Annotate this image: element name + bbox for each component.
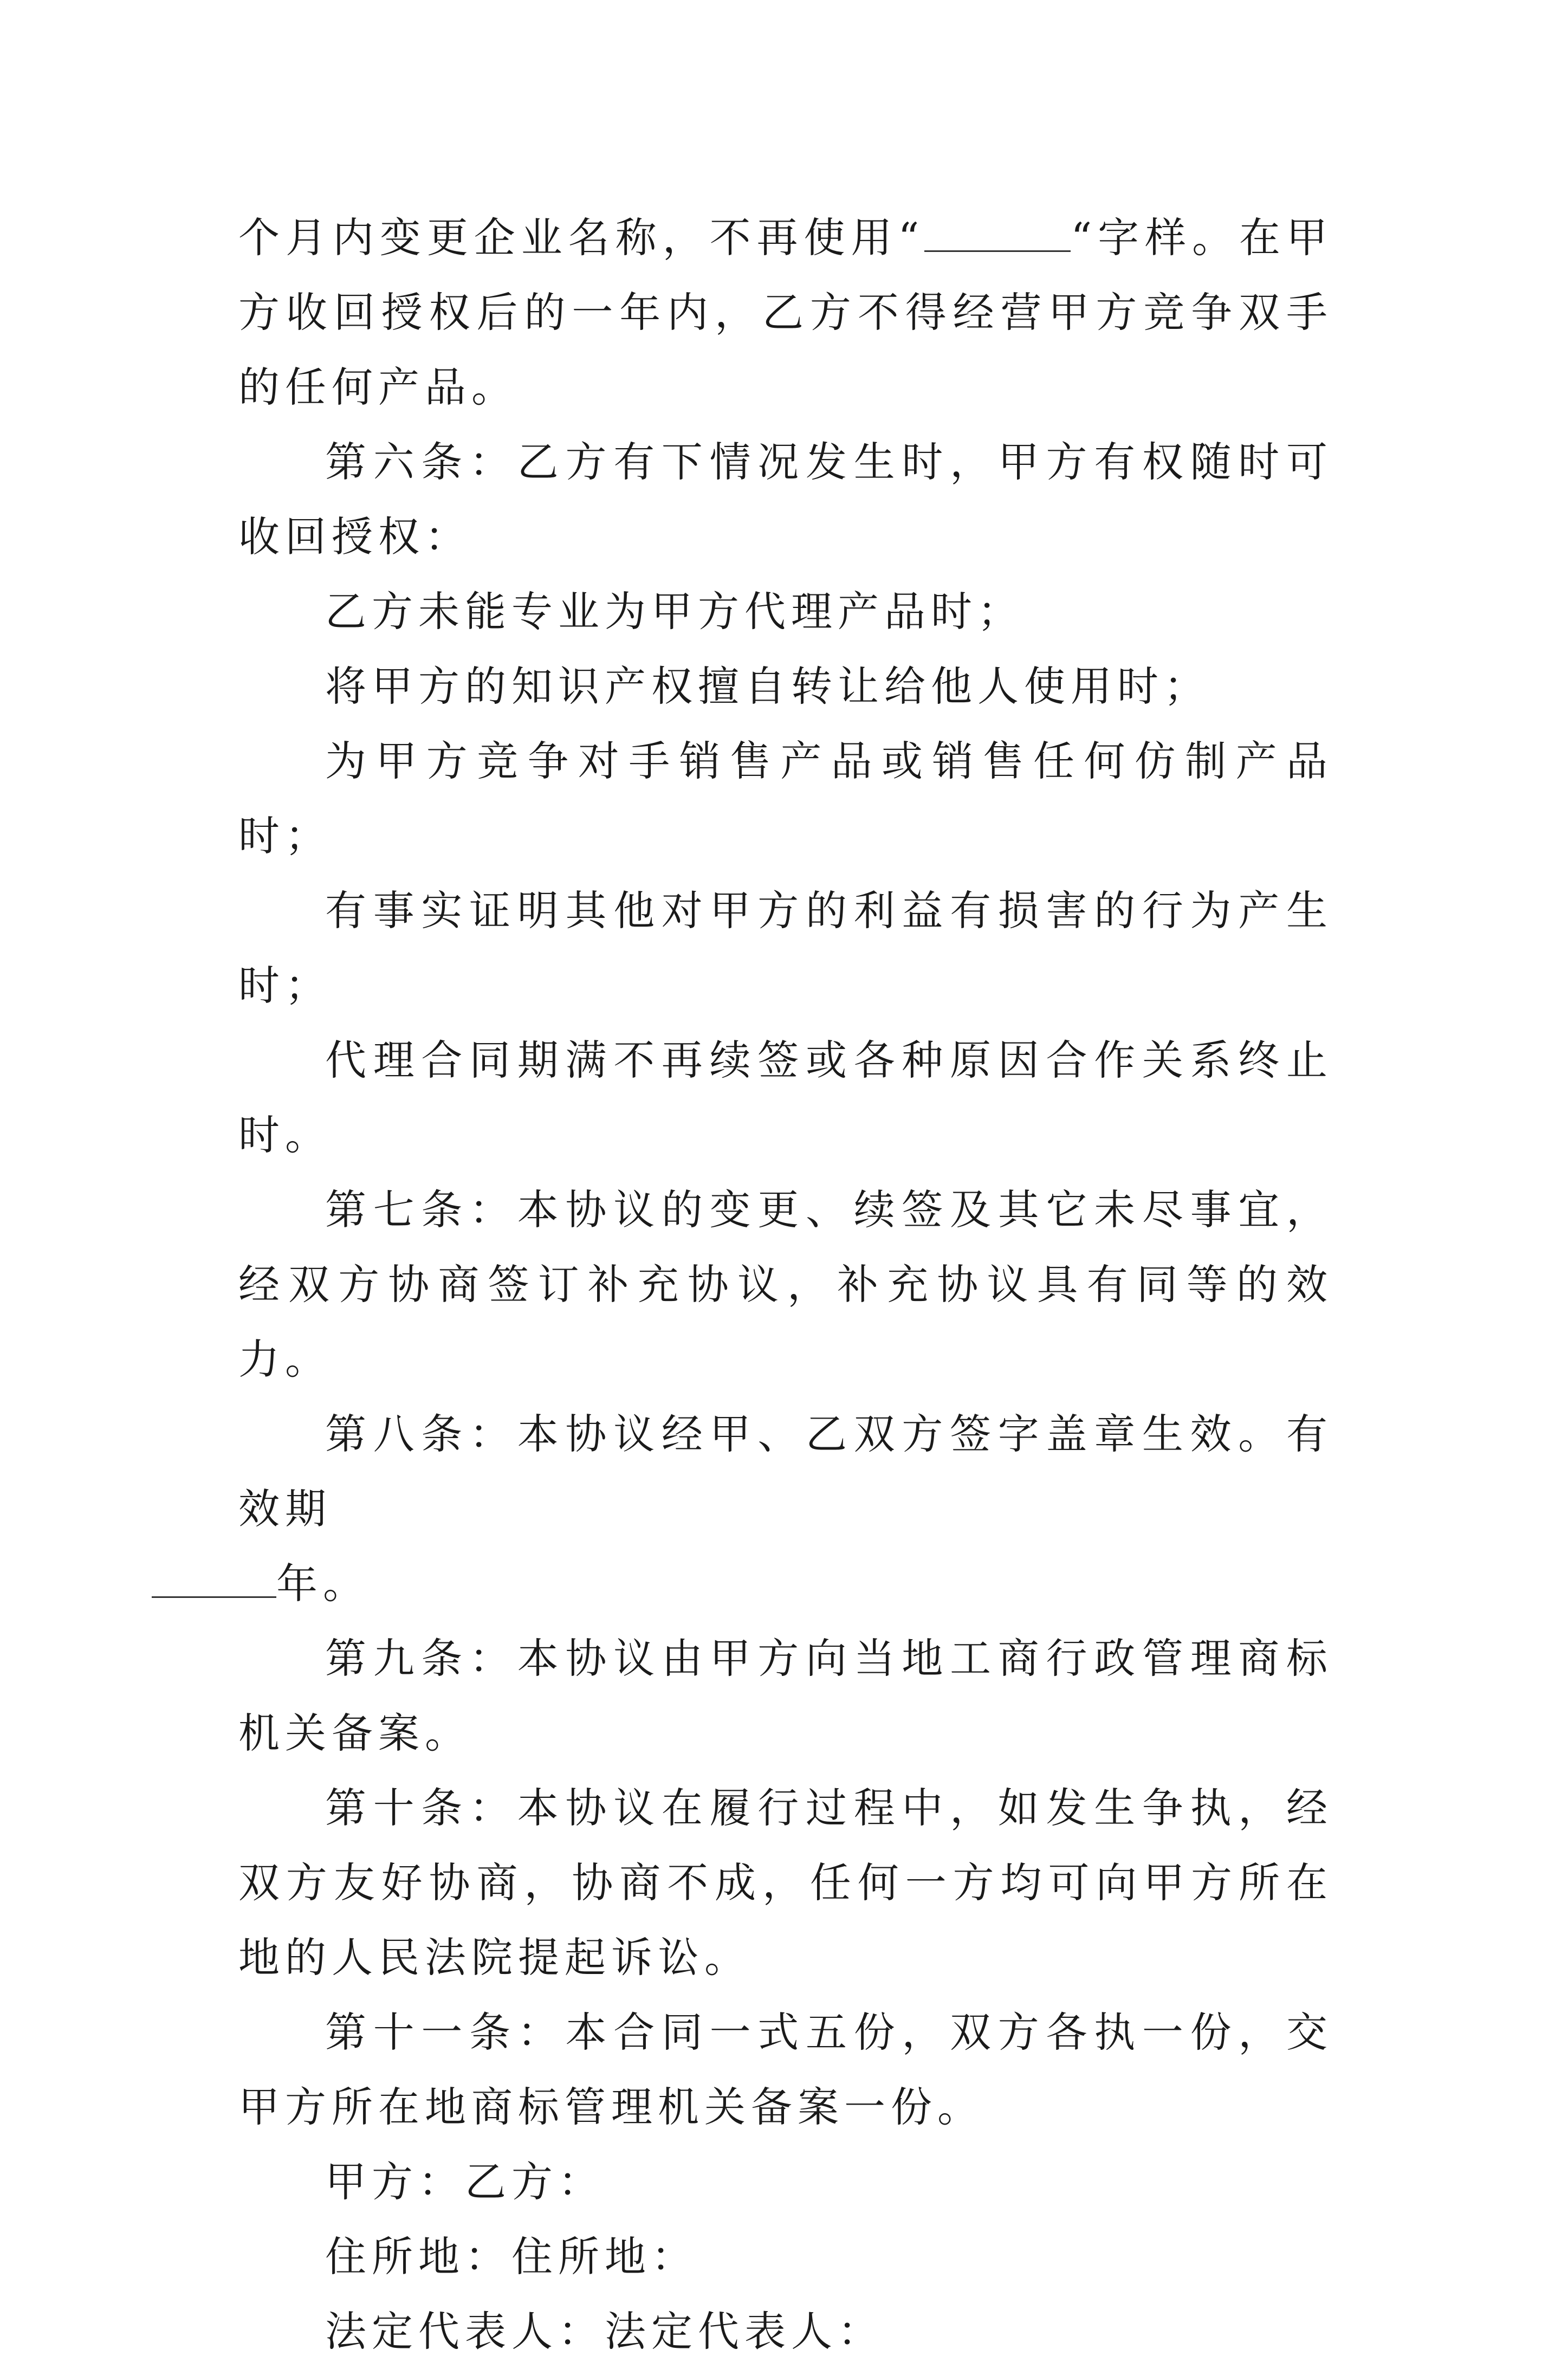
paragraph-text: 个月内变更企业名称，不再使用“ bbox=[238, 213, 925, 262]
article-seven: 第七条：本协议的变更、续签及其它未尽事宜，经双方协商签订补充协议，补充协议具有同等的效力。 bbox=[238, 1186, 1333, 1383]
article-nine: 第九条：本协议由甲方向当地工商行政管理商标机关备案。 bbox=[238, 1634, 1333, 1757]
signature-address: 住所地：住所地： bbox=[325, 2232, 698, 2281]
clause-item: 乙方未能专业为甲方代理产品时； bbox=[325, 587, 1024, 636]
clause-item: 为甲方竞争对手销售产品或销售任何仿制产品时； bbox=[238, 737, 1333, 860]
blank-field bbox=[924, 218, 1071, 252]
signature-representative: 法定代表人：法定代表人： bbox=[325, 2307, 884, 2355]
paragraph-name-change bbox=[238, 200, 1333, 425]
clause-item: 将甲方的知识产权擅自转让给他人使用时； bbox=[325, 662, 1210, 710]
article-ten: 第十条：本协议在履行过程中，如发生争执，经双方友好协商，协商不成，任何一方均可向甲方所在地的人民法院提起诉讼。 bbox=[238, 1784, 1333, 1982]
blank-field bbox=[152, 1564, 276, 1598]
document-body bbox=[238, 200, 1333, 2369]
article-eleven: 第十一条：本合同一式五份，双方各执一份，交甲方所在地商标管理机关备案一份。 bbox=[238, 2008, 1333, 2131]
article-eight bbox=[238, 1397, 1333, 1621]
signature-party: 甲方：乙方： bbox=[325, 2158, 605, 2206]
paragraph-text: 年。 bbox=[276, 1559, 370, 1608]
clause-item: 代理合同期满不再续签或各种原因合作关系终止时。 bbox=[238, 1036, 1333, 1159]
article-six: 第六条：乙方有下情况发生时，甲方有权随时可收回授权： bbox=[238, 438, 1333, 561]
paragraph-text: 第八条：本协议经甲、乙双方签字盖章生效。有效期 bbox=[238, 1410, 1333, 1533]
clause-item: 有事实证明其他对甲方的利益有损害的行为产生时； bbox=[238, 886, 1333, 1009]
paragraph-text: “字样。在甲方收回授权后的一年内，乙方不得经营甲方竞争双手的任何产品。 bbox=[238, 213, 1333, 411]
